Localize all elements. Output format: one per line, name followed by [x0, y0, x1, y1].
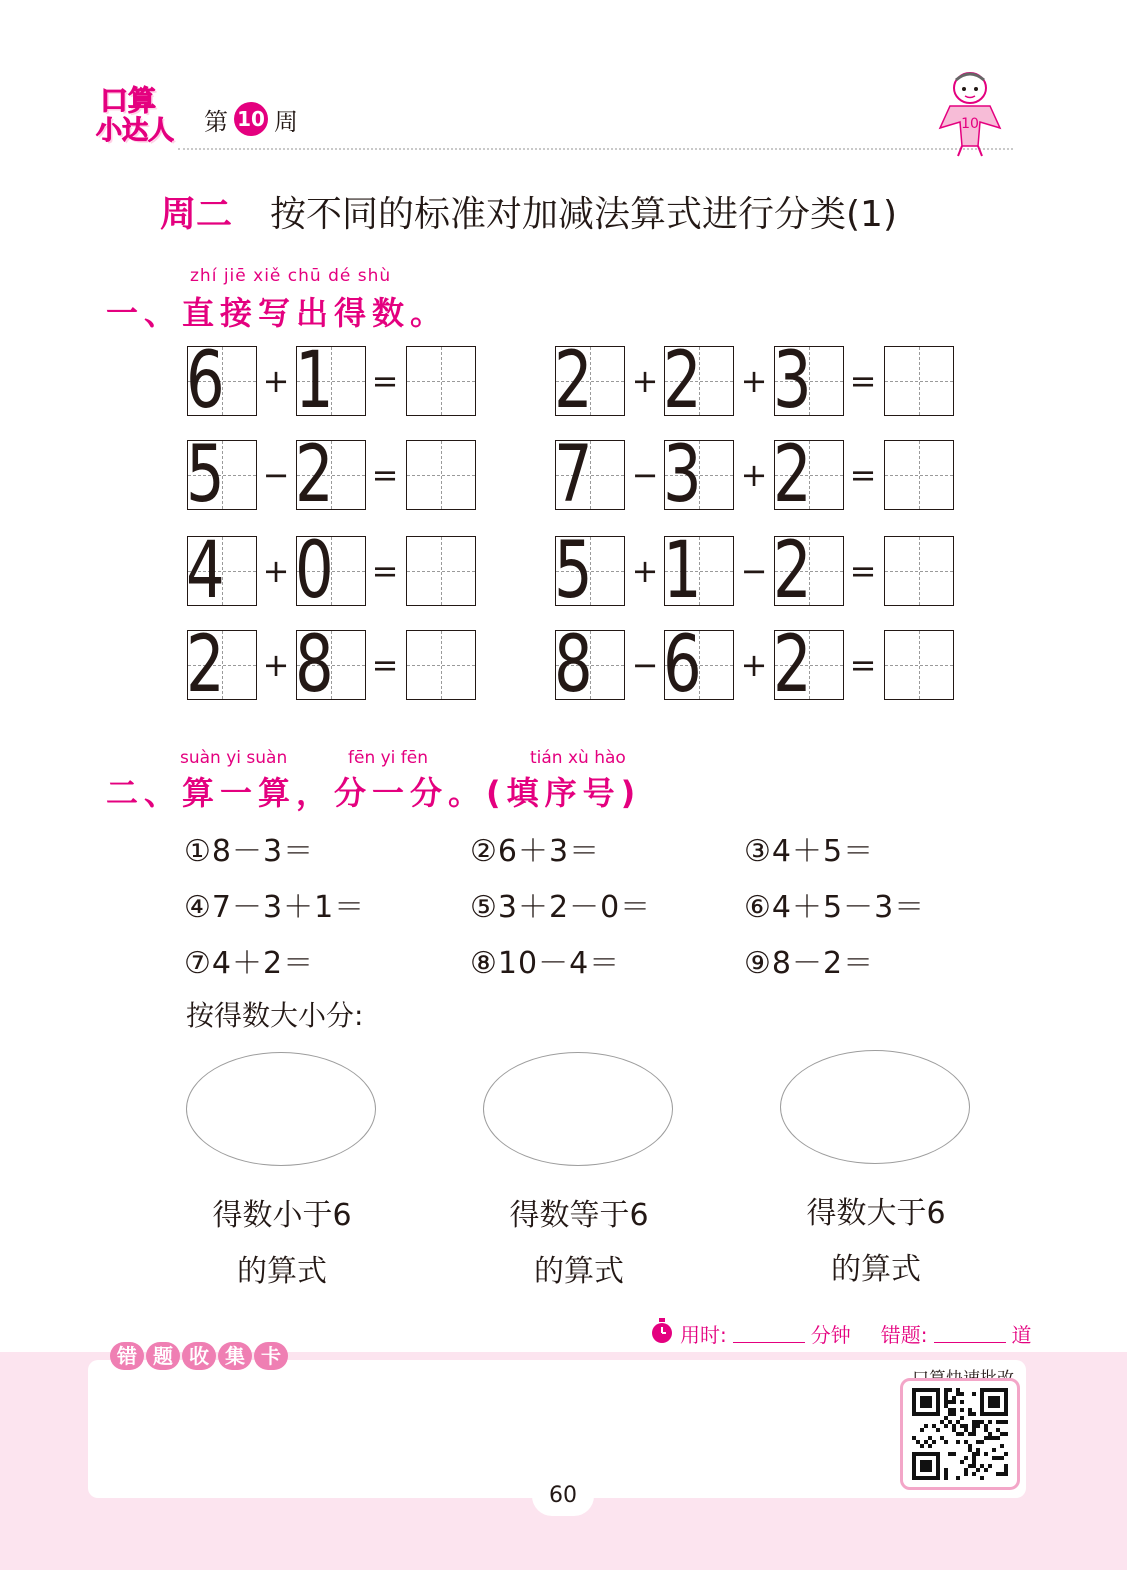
- digit: 5: [554, 526, 593, 616]
- section2-pinyin-3: tián xù hào: [530, 748, 626, 768]
- expression-7: ⑦4＋2＝: [184, 946, 315, 981]
- answer-box[interactable]: [406, 346, 476, 416]
- operator-sign: +: [740, 362, 768, 400]
- operand-box: [773, 526, 844, 616]
- qr-code-icon: [912, 1388, 1008, 1480]
- operand-box: [295, 620, 366, 710]
- group-caption-less-line1: 得数小于6: [212, 1198, 352, 1233]
- equals-sign: =: [849, 362, 877, 400]
- digit: 2: [295, 430, 334, 520]
- answer-oval-less[interactable]: [186, 1052, 376, 1166]
- qr-code[interactable]: [900, 1378, 1020, 1490]
- card-title-char: 卡: [254, 1342, 288, 1370]
- operator-sign: +: [631, 362, 659, 400]
- equals-sign: =: [849, 646, 877, 684]
- operand-box: [773, 620, 844, 710]
- digit: 1: [295, 336, 334, 426]
- time-unit: 分钟: [810, 1323, 851, 1347]
- operand-box: [186, 526, 257, 616]
- section1-heading: 一、直接写出得数。: [106, 294, 449, 332]
- group-caption-equal-line1: 得数等于6: [509, 1198, 649, 1233]
- expression-3: ③4＋5＝: [744, 834, 875, 869]
- group-caption-equal: [449, 1188, 709, 1300]
- timer-row: [650, 1318, 1032, 1349]
- answer-box[interactable]: [406, 440, 476, 510]
- card-title-char: 集: [218, 1342, 252, 1370]
- section1-pinyin: zhí jiē xiě chū dé shù: [190, 266, 392, 286]
- header-divider: [178, 148, 1013, 150]
- digit: 3: [773, 336, 812, 426]
- digit: 2: [663, 336, 702, 426]
- expression-8: ⑧10－4＝: [470, 946, 621, 981]
- digit: 6: [186, 336, 225, 426]
- time-blank[interactable]: [733, 1324, 805, 1343]
- equals-sign: =: [371, 646, 399, 684]
- operator-sign: +: [740, 646, 768, 684]
- equals-sign: =: [371, 362, 399, 400]
- operand-box: [554, 430, 625, 520]
- answer-box[interactable]: [884, 630, 954, 700]
- expression-2: ②6＋3＝: [470, 834, 601, 869]
- group-caption-less-line2: 的算式: [237, 1254, 327, 1289]
- digit: 1: [663, 526, 702, 616]
- classify-label: 按得数大小分:: [186, 999, 364, 1032]
- errors-blank[interactable]: [934, 1324, 1006, 1343]
- answer-box[interactable]: [884, 536, 954, 606]
- logo-line1: 口算: [100, 84, 157, 117]
- answer-box[interactable]: [406, 630, 476, 700]
- operand-box: [554, 526, 625, 616]
- answer-box[interactable]: [406, 536, 476, 606]
- expression-4: ④7－3＋1＝: [184, 890, 366, 925]
- digit: 8: [295, 620, 334, 710]
- week-label: [204, 102, 298, 136]
- operator-sign: −: [631, 646, 659, 684]
- equals-sign: =: [371, 456, 399, 494]
- error-card-title: [110, 1342, 288, 1370]
- operand-box: [295, 430, 366, 520]
- answer-box[interactable]: [884, 440, 954, 510]
- card-title-char: 题: [146, 1342, 180, 1370]
- digit: 6: [663, 620, 702, 710]
- digit: 2: [773, 620, 812, 710]
- svg-text:10: 10: [961, 116, 979, 132]
- operand-box: [295, 336, 366, 426]
- operand-box: [186, 620, 257, 710]
- group-caption-less: [152, 1188, 412, 1300]
- section2-pinyin-2: fēn yi fēn: [348, 748, 429, 768]
- equals-sign: =: [371, 552, 399, 590]
- operator-sign: −: [631, 456, 659, 494]
- digit: 4: [186, 526, 225, 616]
- page-number: 60: [532, 1476, 594, 1516]
- operand-box: [554, 336, 625, 426]
- title-day: 周二: [160, 194, 233, 235]
- digit: 2: [186, 620, 225, 710]
- answer-box[interactable]: [884, 346, 954, 416]
- time-label: 用时:: [680, 1323, 727, 1347]
- group-caption-greater: [746, 1186, 1006, 1298]
- expression-6: ⑥4＋5－3＝: [744, 890, 926, 925]
- mascot-illustration-icon: [920, 68, 1016, 158]
- digit: 7: [554, 430, 593, 520]
- week-suffix: 周: [274, 107, 298, 136]
- answer-oval-equal[interactable]: [483, 1052, 673, 1166]
- digit: 8: [554, 620, 593, 710]
- page-title: 按不同的标准对加减法算式进行分类(1): [270, 194, 897, 235]
- expression-9: ⑨8－2＝: [744, 946, 875, 981]
- card-title-char: 错: [110, 1342, 144, 1370]
- section2-heading: 二、算一算，分一分。(填序号): [106, 774, 642, 812]
- week-number-badge: 10: [234, 102, 268, 136]
- logo-line2: 小达人: [96, 116, 175, 146]
- answer-oval-greater[interactable]: [780, 1050, 970, 1164]
- expression-5: ⑤3＋2－0＝: [470, 890, 652, 925]
- operand-box: [663, 526, 734, 616]
- errors-label: 错题:: [880, 1323, 928, 1347]
- operator-sign: +: [740, 456, 768, 494]
- operand-box: [773, 336, 844, 426]
- week-prefix: 第: [204, 107, 228, 136]
- stopwatch-icon: [650, 1318, 674, 1349]
- operand-box: [295, 526, 366, 616]
- section2-pinyin-1: suàn yi suàn: [180, 748, 288, 768]
- digit: 2: [773, 430, 812, 520]
- operand-box: [186, 336, 257, 426]
- group-caption-greater-line2: 的算式: [831, 1252, 921, 1287]
- digit: 5: [186, 430, 225, 520]
- operand-box: [186, 430, 257, 520]
- digit: 0: [295, 526, 334, 616]
- equals-sign: =: [849, 456, 877, 494]
- operator-sign: +: [262, 646, 290, 684]
- operand-box: [663, 620, 734, 710]
- equals-sign: =: [849, 552, 877, 590]
- operator-sign: +: [262, 552, 290, 590]
- digit: 2: [554, 336, 593, 426]
- operand-box: [554, 620, 625, 710]
- operator-sign: +: [262, 362, 290, 400]
- digit: 2: [773, 526, 812, 616]
- operator-sign: +: [631, 552, 659, 590]
- expression-1: ①8－3＝: [184, 834, 315, 869]
- operator-sign: −: [740, 552, 768, 590]
- group-caption-greater-line1: 得数大于6: [806, 1196, 946, 1231]
- operand-box: [773, 430, 844, 520]
- operand-box: [663, 430, 734, 520]
- operator-sign: −: [262, 456, 290, 494]
- brand-logo: [96, 84, 180, 150]
- card-title-char: 收: [182, 1342, 216, 1370]
- operand-box: [663, 336, 734, 426]
- errors-unit: 道: [1011, 1323, 1032, 1347]
- digit: 3: [663, 430, 702, 520]
- group-caption-equal-line2: 的算式: [534, 1254, 624, 1289]
